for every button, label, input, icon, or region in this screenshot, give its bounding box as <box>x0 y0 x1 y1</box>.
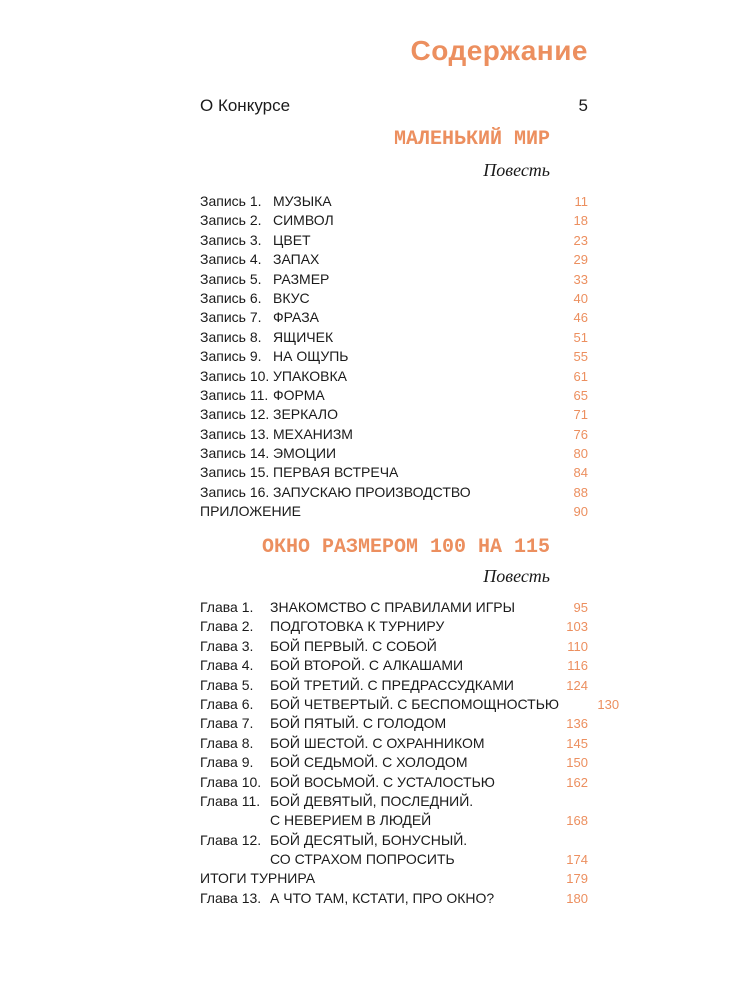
toc-entry <box>200 367 588 386</box>
entry-prefix: Запись 1. <box>200 193 262 209</box>
entry-prefix: Глава 2. <box>200 618 254 635</box>
story2-entries <box>200 598 620 908</box>
toc-entry <box>200 889 588 908</box>
toc-entry <box>200 617 588 636</box>
entry-page-number: 80 <box>573 446 588 462</box>
entry-page-number: 180 <box>566 890 588 906</box>
entry-title: УПАКОВКА <box>273 367 348 384</box>
entry-title: ПОДГОТОВКА К ТУРНИРУ <box>270 618 445 635</box>
toc-entry <box>200 405 588 424</box>
entry-title: НА ОЩУПЬ <box>273 348 349 365</box>
entry-prefix: Глава 11. <box>200 792 261 809</box>
entry-title: БОЙ ВТОРОЙ. С АЛКАШАМИ <box>270 657 464 674</box>
entry-title: С НЕВЕРИЕМ В ЛЮДЕЙ <box>270 812 432 829</box>
entry-page-number: 130 <box>597 696 620 712</box>
toc-entry <box>200 811 588 830</box>
entry-page-number: 145 <box>566 735 588 751</box>
toc-entry <box>200 328 588 347</box>
entry-prefix: Запись 10. <box>200 367 270 384</box>
entry-page-number: 55 <box>573 349 588 365</box>
toc-entry <box>200 444 588 463</box>
entry-page-number: 179 <box>566 871 588 887</box>
toc-entry <box>200 637 588 656</box>
entry-title: БОЙ ПЕРВЫЙ. С СОБОЙ <box>270 637 437 654</box>
entry-page-number: 95 <box>573 600 588 615</box>
story1-subtitle: Повесть <box>483 160 550 180</box>
entry-prefix: Запись 4. <box>200 251 262 268</box>
entry-page-number: 116 <box>567 658 588 674</box>
entry-page-number: 84 <box>573 465 588 481</box>
entry-prefix: Глава 7. <box>200 715 254 732</box>
entry-page-number: 23 <box>573 232 588 248</box>
entry-page-number: 33 <box>573 271 588 287</box>
entry-title: БОЙ ШЕСТОЙ. С ОХРАННИКОМ <box>270 734 485 751</box>
entry-title: А ЧТО ТАМ, КСТАТИ, ПРО ОКНО? <box>270 889 495 906</box>
toc-entry <box>200 850 588 869</box>
toc-entry <box>200 289 588 308</box>
entry-prefix: Глава 13. <box>200 889 262 906</box>
entry-title: ФОРМА <box>273 386 325 403</box>
entry-title: ЗНАКОМСТВО С ПРАВИЛАМИ ИГРЫ <box>270 599 516 615</box>
toc-entry <box>200 753 588 772</box>
toc-entry <box>200 676 588 695</box>
entry-prefix: Запись 15. <box>200 464 270 481</box>
entry-prefix: Запись 5. <box>200 270 262 287</box>
entry-title: БОЙ ЧЕТВЕРТЫЙ. С БЕСПОМОЩНОСТЬЮ <box>270 695 560 712</box>
entry-title: ИТОГИ ТУРНИРА <box>200 870 316 887</box>
entry-page-number: 76 <box>573 426 588 442</box>
story2-title: ОКНО РАЗМЕРОМ 100 НА 115 <box>261 536 550 559</box>
toc-entry <box>200 308 588 327</box>
entry-page-number: 174 <box>566 852 588 868</box>
entry-page-number: 162 <box>566 774 588 790</box>
toc-entry <box>200 483 588 502</box>
entry-title: ПРИЛОЖЕНИЕ <box>200 503 302 520</box>
entry-page-number: 29 <box>573 252 588 268</box>
entry-title: РАЗМЕР <box>273 270 330 287</box>
entry-title: ПЕРВАЯ ВСТРЕЧА <box>273 464 399 481</box>
entry-page-number: 11 <box>574 194 588 209</box>
entry-title: ЗАПУСКАЮ ПРОИЗВОДСТВО <box>273 483 471 500</box>
entry-title: ЗАПАХ <box>273 251 320 268</box>
entry-title: ЦВЕТ <box>273 231 311 248</box>
story1-entries <box>200 192 588 522</box>
toc-entry <box>200 211 588 230</box>
entry-page-number: 40 <box>573 290 588 306</box>
entry-title: МЕХАНИЗМ <box>273 425 353 442</box>
toc-entry <box>200 734 588 753</box>
story1-title: МАЛЕНЬКИЙ МИР <box>393 128 550 151</box>
entry-title: ФРАЗА <box>273 309 320 326</box>
entry-prefix: Запись 7. <box>200 309 262 326</box>
entry-page-number: 150 <box>566 755 588 771</box>
toc-entry <box>200 425 588 444</box>
entry-title: ЯЩИЧЕК <box>273 328 334 345</box>
entry-prefix: Запись 9. <box>200 348 262 365</box>
toc-title: Содержание <box>410 35 588 66</box>
entry-prefix: Глава 12. <box>200 831 262 848</box>
entry-prefix: Запись 8. <box>200 328 262 345</box>
entry-prefix: Глава 3. <box>200 637 254 654</box>
entry-page-number: 71 <box>573 407 588 423</box>
toc-entry <box>200 270 588 289</box>
intro-page-number: 5 <box>578 96 588 115</box>
entry-page-number: 136 <box>566 716 588 732</box>
entry-prefix: Глава 10. <box>200 773 262 790</box>
entry-page-number: 88 <box>573 484 588 500</box>
toc-entry <box>200 656 588 675</box>
toc-entry <box>200 869 588 888</box>
story2-subtitle: Повесть <box>483 566 550 586</box>
entry-title: МУЗЫКА <box>273 193 332 209</box>
toc-entry <box>200 231 588 250</box>
entry-title: СО СТРАХОМ ПОПРОСИТЬ <box>270 851 455 868</box>
entry-page-number: 124 <box>566 677 588 693</box>
entry-prefix: Запись 14. <box>200 445 270 462</box>
toc-entry <box>200 773 588 792</box>
entry-title: БОЙ ДЕСЯТЫЙ, БОНУСНЫЙ. <box>270 831 468 848</box>
entry-page-number: 65 <box>573 387 588 403</box>
toc-entry <box>200 714 588 733</box>
entry-prefix: Запись 16. <box>200 483 270 500</box>
entry-prefix: Глава 5. <box>200 676 254 693</box>
toc-entry <box>200 250 588 269</box>
entry-prefix: Запись 12. <box>200 406 270 423</box>
entry-title: БОЙ ВОСЬМОЙ. С УСТАЛОСТЬЮ <box>270 773 495 790</box>
entry-title: БОЙ ДЕВЯТЫЙ, ПОСЛЕДНИЙ. <box>270 792 474 809</box>
entry-page-number: 168 <box>566 813 588 829</box>
entry-prefix: Глава 9. <box>200 754 254 771</box>
entry-prefix: Запись 13. <box>200 425 270 442</box>
toc-entry <box>200 502 588 521</box>
toc-entry <box>200 831 588 850</box>
toc-entry <box>200 695 620 714</box>
entry-prefix: Глава 6. <box>200 695 254 712</box>
entry-prefix: Глава 4. <box>200 657 254 674</box>
intro-label: О Конкурсе <box>200 96 291 115</box>
entry-page-number: 61 <box>573 368 588 384</box>
entry-title: ЗЕРКАЛО <box>273 406 339 423</box>
entry-title: СИМВОЛ <box>273 212 334 229</box>
toc-entry <box>200 598 588 617</box>
entry-page-number: 110 <box>567 638 588 654</box>
entry-prefix: Глава 1. <box>200 599 254 615</box>
entry-page-number: 18 <box>573 213 588 229</box>
toc-entry <box>200 792 588 811</box>
entry-title: БОЙ ТРЕТИЙ. С ПРЕДРАССУДКАМИ <box>270 676 514 693</box>
toc-entry <box>200 463 588 482</box>
entry-prefix: Запись 3. <box>200 231 262 248</box>
entry-page-number: 46 <box>573 310 588 326</box>
entry-page-number: 51 <box>573 329 588 345</box>
toc-entry <box>200 386 588 405</box>
toc-entry <box>200 347 588 366</box>
entry-page-number: 103 <box>566 619 588 635</box>
entry-title: БОЙ ПЯТЫЙ. С ГОЛОДОМ <box>270 715 447 732</box>
entry-prefix: Запись 2. <box>200 212 262 229</box>
entry-title: ЭМОЦИИ <box>273 445 337 462</box>
entry-title: ВКУС <box>273 289 310 306</box>
entry-page-number: 90 <box>573 504 588 520</box>
entry-prefix: Запись 11. <box>200 386 269 403</box>
entry-title: БОЙ СЕДЬМОЙ. С ХОЛОДОМ <box>270 754 468 771</box>
toc-entry <box>200 192 588 211</box>
entry-prefix: Глава 8. <box>200 734 254 751</box>
entry-prefix: Запись 6. <box>200 289 262 306</box>
